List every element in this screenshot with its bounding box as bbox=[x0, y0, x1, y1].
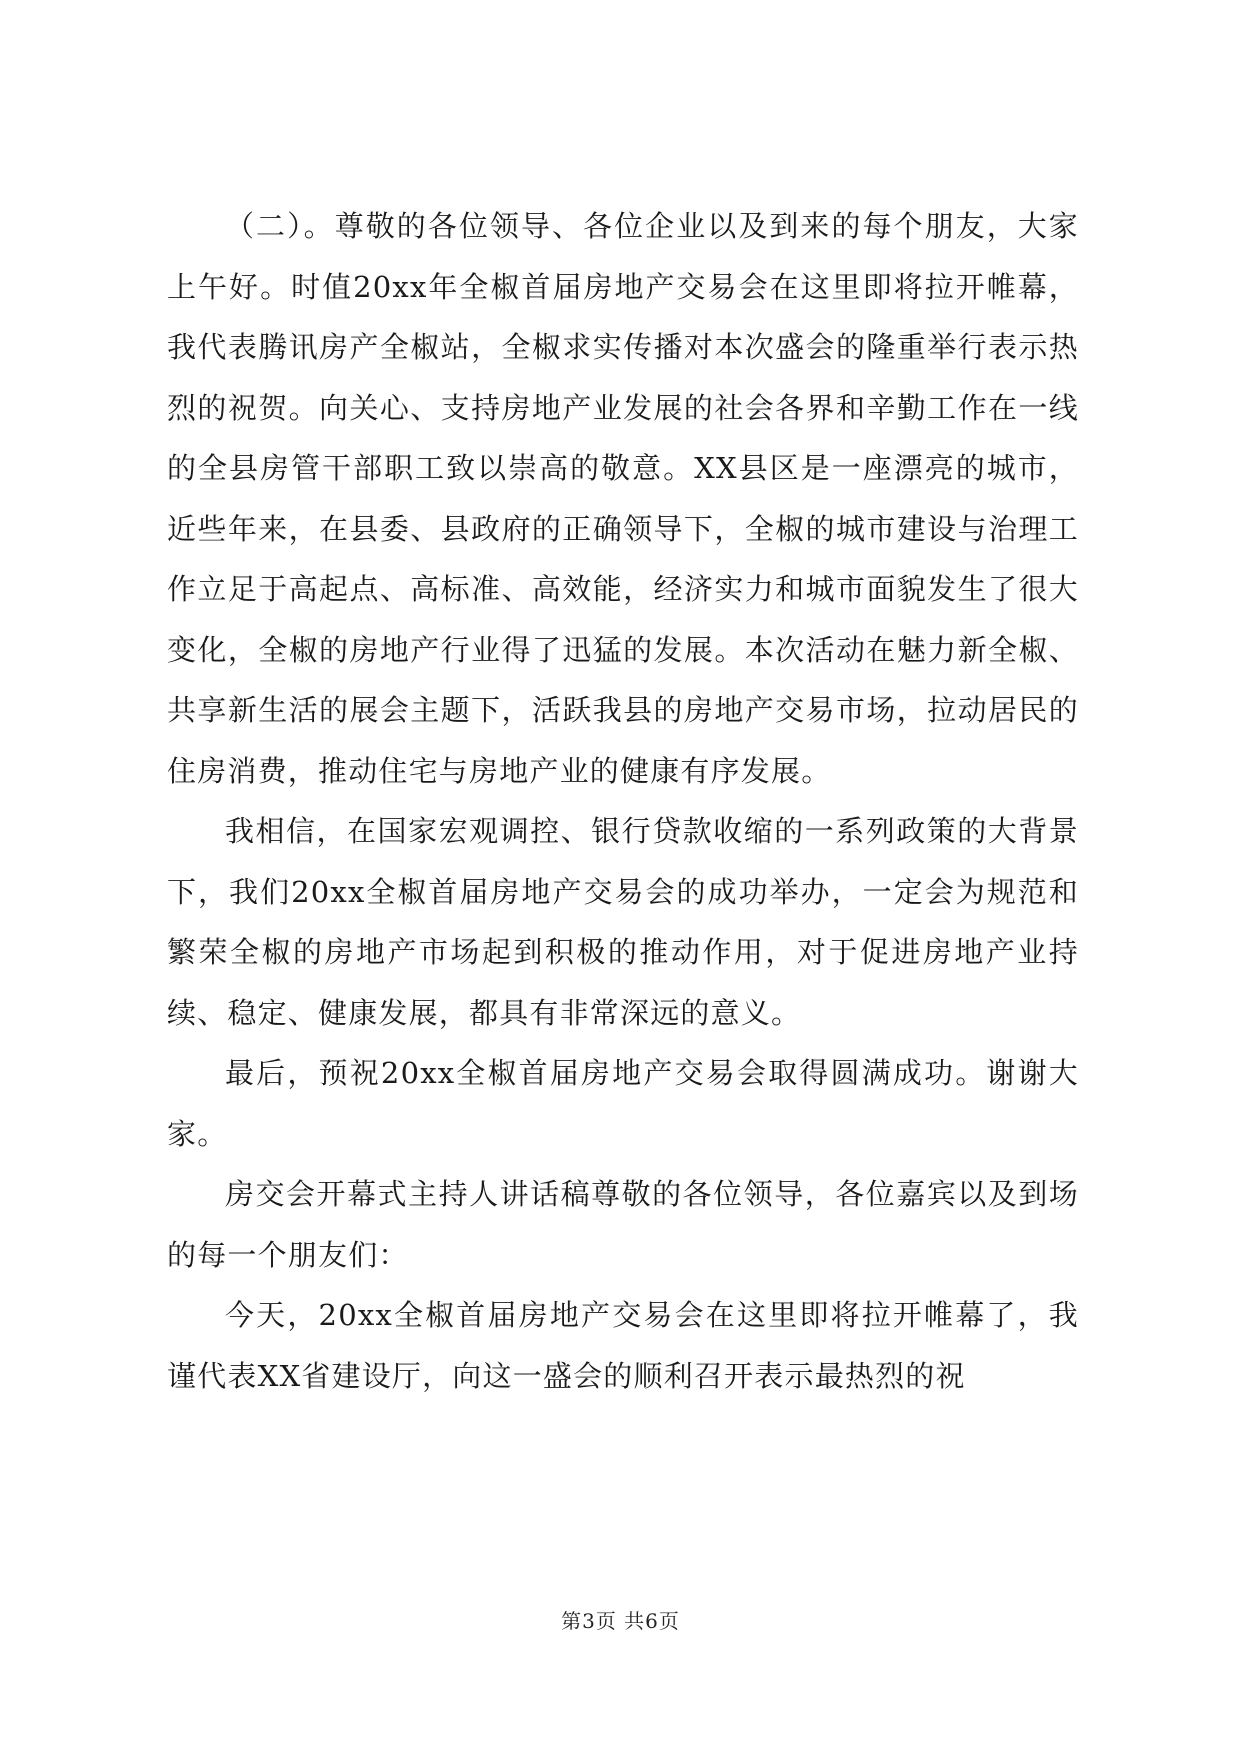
paragraph-4: 房交会开幕式主持人讲话稿尊敬的各位领导，各位嘉宾以及到场的每一个朋友们： bbox=[167, 1177, 1079, 1272]
paragraph-5: 今天，20xx全椒首届房地产交易会在这里即将拉开帷幕了，我谨代表XX省建设厅，向这一盛会的顺利召开表示最热烈的祝 bbox=[167, 1298, 1079, 1393]
page-number-footer: 第3页 共6页 bbox=[561, 1609, 680, 1633]
paragraph-1: （二）。尊敬的各位领导、各位企业以及到来的每个朋友，大家上午好。时值20xx年全椒首届房地产交易会在这里即将拉开帷幕，我代表腾讯房产全椒站，全椒求实传播对本次盛会的隆重举行表示热烈的祝贺。向关心、支持房地产业发展的社会各界和辛勤工作在一线的全县房管干部职工致以崇高的敬意。XX县区是一座漂亮的城市，近些年来，在县委、县政府的正确领导下，全椒的城市建设与治理工作立足于高起点、高标准、高效能，经济实力和城市面貌发生了很大变化，全椒的房地产行业得了迅猛的发展。本次活动在魅力新全椒、共享新生活的展会主题下，活跃我县的房地产交易市场，拉动居民的住房消费，推动住宅与房地产业的健康有序发展。 bbox=[167, 209, 1079, 788]
document-body bbox=[167, 196, 1079, 1406]
paragraph-3: 最后，预祝20xx全椒首届房地产交易会取得圆满成功。谢谢大家。 bbox=[167, 1056, 1079, 1151]
paragraph-2: 我相信，在国家宏观调控、银行贷款收缩的一系列政策的大背景下，我们20xx全椒首届房地产交易会的成功举办，一定会为规范和繁荣全椒的房地产市场起到积极的推动作用，对于促进房地产业持续、稳定、健康发展，都具有非常深远的意义。 bbox=[167, 814, 1079, 1030]
